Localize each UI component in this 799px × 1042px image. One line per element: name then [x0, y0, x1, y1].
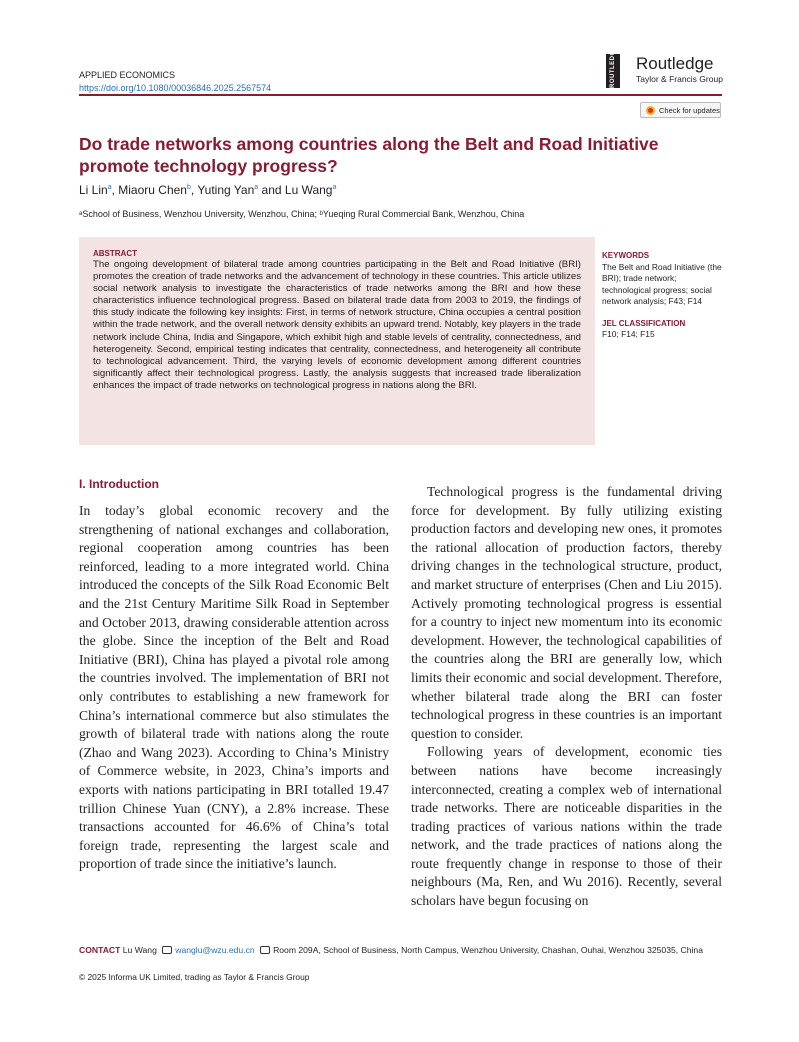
article-title: Do trade networks among countries along the Belt and Road Initiative promote technology progress?	[79, 134, 659, 176]
header-divider	[79, 94, 722, 96]
check-updates-label: Check for updates	[659, 105, 720, 115]
publisher-subtitle: Taylor & Francis Group	[636, 74, 723, 84]
jel-heading: JEL CLASSIFICATION	[602, 318, 686, 328]
body-column-right	[411, 483, 722, 911]
publisher-vertical-mark: ROUTLEDGE	[606, 54, 620, 88]
email-icon	[162, 946, 172, 954]
author-name: Li Lin	[79, 183, 108, 197]
journal-name: APPLIED ECONOMICS	[79, 70, 176, 80]
author-affil-mark: a	[254, 184, 259, 191]
author-affil-mark: a	[332, 184, 337, 191]
author-affil-mark: b	[186, 184, 191, 191]
affiliations: ᵃSchool of Business, Wenzhou University, Wenzhou, China; ᵇYueqing Rural Commercial Bank, Wenzhou, China	[79, 209, 525, 219]
author-name: Miaoru Chen	[118, 183, 187, 197]
contact-address: Room 209A, School of Business, North Campus, Wenzhou University, Chashan, Ouhai, Wenzhou 325035, China	[273, 945, 703, 955]
section-heading: I. Introduction	[79, 477, 159, 491]
keywords-panel	[602, 250, 724, 341]
keywords-text: The Belt and Road Initiative (the BRI); trade network; technological progress; social network analysis; F43; F14	[602, 261, 722, 306]
author-affil-mark: a	[107, 184, 112, 191]
body-paragraph: Technological progress is the fundamental driving force for development. By fully utilizing existing production factors and developing new ones, it promotes the rational allocation of production factors, thereby driving changes in the technological structure, product, and market structure of enterprises (Chen and Liu 2015). Actively promoting technological progress is essential for a country to inject new momentum into its economic development. However, the technological capabilities of the countries along the BRI are generally low, which limits their economic and social development. Therefore, whether bilateral trade along the BRI can foster technological progress in these countries is an important question to consider.	[411, 484, 722, 741]
keywords-heading: KEYWORDS	[602, 251, 650, 260]
publisher-name: Routledge	[636, 54, 714, 73]
contact-label: CONTACT	[79, 945, 121, 955]
author-list: Li Lin$^a$, Miaoru Chen$^b$, Yuting Yan$^a$ and Lu Wang$^a$	[79, 183, 337, 197]
crossmark-icon	[646, 106, 655, 115]
check-updates-button[interactable]	[640, 102, 721, 118]
copyright: © 2025 Informa UK Limited, trading as Taylor & Francis Group	[79, 972, 310, 982]
contact-name: Lu Wang	[122, 945, 157, 955]
abstract-heading: ABSTRACT	[93, 249, 137, 258]
contact-footnote	[79, 944, 724, 956]
body-column-left	[79, 502, 389, 874]
publisher-logo	[606, 45, 724, 92]
author-name: Yuting Yan	[197, 183, 255, 197]
address-icon	[260, 946, 270, 954]
contact-email-link[interactable]: wanglu@wzu.edu.cn	[175, 945, 255, 955]
author-name: Lu Wang	[284, 183, 333, 197]
journal-header	[79, 69, 271, 95]
doi-link[interactable]: https://doi.org/10.1080/00036846.2025.2567574	[79, 83, 272, 93]
abstract-text: The ongoing development of bilateral trade among countries participating in the Belt and Road Initiative (BRI) promotes the creation of trade networks and the advancement of technology in these countries. This article utilizes social network analysis to investigate the characteristics of trade networks among the BRI and how these characteristics influence technological progress. Based on bilateral trade data from 2003 to 2019, the findings of this study indicate the following key insights: First, in terms of network structure, China occupies a central position within the trade network, and the overall network density exhibits an upward trend. Notably, key players in the trade network include China, India and Singapore, which exhibit high and stable levels of centrality, connectedness, and heterogeneity. Second, empirical testing indicates that centrality, connectedness, and heterogeneity all contribute to technological advancement. Third, the varying levels of economic development among different countries significantly affect their technological progress. Lastly, the analysis suggests that increased trade liberalization enhances the impact of trade networks on technological progress in nations along the BRI.	[93, 259, 581, 391]
abstract-box	[79, 237, 595, 445]
body-paragraph: In today’s global economic recovery and the strengthening of national exchanges and collaboration, regional cooperation among countries has been reinforced, leading to a more integrated world. China introduced the concepts of the Silk Road Economic Belt and the 21st Century Maritime Silk Road in September and October 2013, drawing considerable attention across the globe. Since the inception of the Belt and Road Initiative (BRI), China has played a pivotal role among the countries involved. The implementation of BRI not only contributes to establishing a new framework for China’s international commerce but also stimulates the growth of bilateral trade with nations along the route (Zhao and Wang 2023). According to China’s Ministry of Commerce website, in 2023, China’s imports and exports with nations participating in BRI totalled 19.47 trillion Chinese Yuan (CNY), a 2.8% increase. These transactions accounted for 46.6% of China’s total foreign trade, representing the largest scale and proportion of trade since the initiative’s launch.	[79, 503, 389, 872]
body-paragraph: Following years of development, economic ties between nations have become increasingly interconnected, creating a complex web of international trade networks. There are noticeable disparities in the trading practices of various nations within the trade network, and the trade practices of nations along the route frequently change in response to those of their neighbours (Ma, Ren, and Wu 2016). Recently, several scholars have begun focusing on	[411, 744, 722, 909]
jel-text: F10; F14; F15	[602, 329, 655, 339]
